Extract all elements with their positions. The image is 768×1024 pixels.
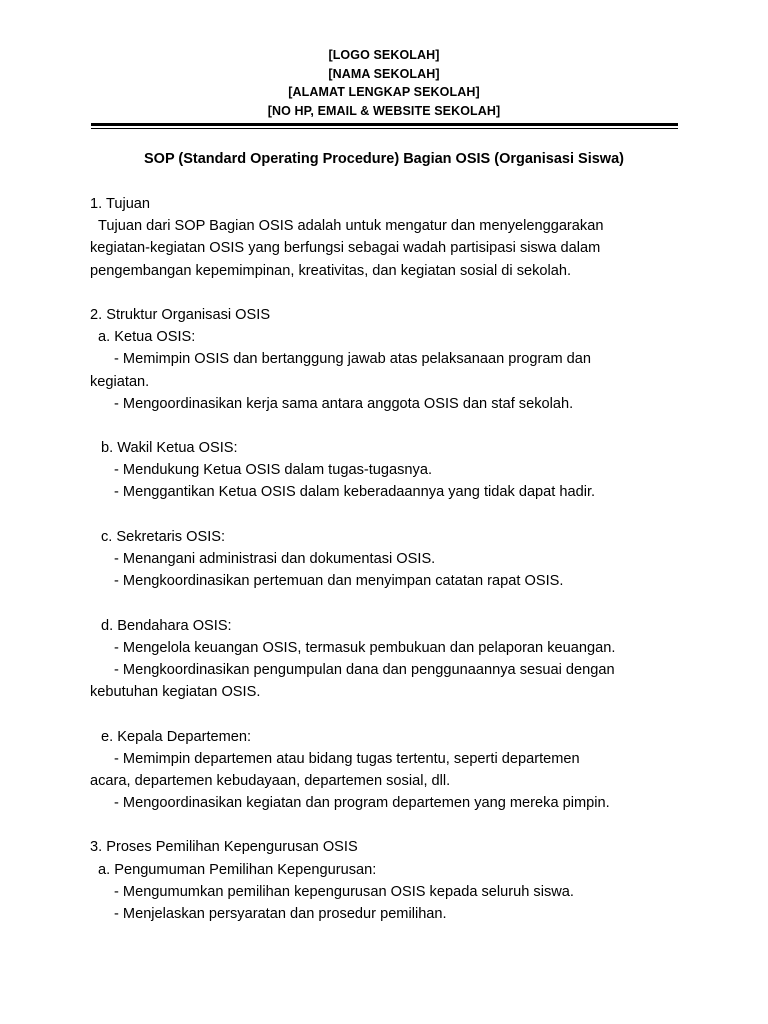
school-logo-placeholder: [LOGO SEKOLAH]: [328, 48, 440, 62]
subsection-title-kepala-departemen: e. Kepala Departemen:: [101, 728, 252, 745]
document-body: [90, 193, 690, 925]
subsection-title-wakil-ketua: b. Wakil Ketua OSIS:: [101, 440, 238, 457]
paragraph-line: pengembangan kepemimpinan, kreativitas, dan kegiatan sosial di sekolah.: [90, 262, 572, 279]
section-heading-tujuan: 1. Tujuan: [90, 196, 151, 212]
spacer: [90, 703, 690, 725]
bullet-item: - Menangani administrasi dan dokumentasi OSIS.: [114, 551, 436, 567]
spacer: [90, 415, 690, 437]
bullet-item: - Mengelola keuangan OSIS, termasuk pembukuan dan pelaporan keuangan.: [114, 639, 616, 656]
paragraph-line: Tujuan dari SOP Bagian OSIS adalah untuk mengatur dan menyelenggarakan: [98, 218, 604, 235]
subsection-title-bendahara: d. Bendahara OSIS:: [101, 617, 232, 634]
bullet-item: - Mengoordinasikan kerja sama antara anggota OSIS dan staf sekolah.: [114, 395, 574, 412]
section-heading-proses-pemilihan: 3. Proses Pemilihan Kepengurusan OSIS: [90, 839, 358, 856]
bullet-item: - Menjelaskan persyaratan dan prosedur pemilihan.: [114, 906, 447, 922]
spacer: [90, 504, 690, 526]
spacer: [90, 814, 690, 836]
bullet-item: - Mengoordinasikan kegiatan dan program departemen yang mereka pimpin.: [114, 795, 610, 812]
subsection-title-ketua: a. Ketua OSIS:: [98, 329, 196, 346]
bullet-item: - Mengumumkan pemilihan kepengurusan OSIS kepada seluruh siswa.: [114, 883, 574, 900]
letterhead-divider-thin: [91, 128, 678, 129]
bullet-continuation: kegiatan.: [90, 373, 150, 390]
paragraph-line: kegiatan-kegiatan OSIS yang berfungsi sebagai wadah partisipasi siswa dalam: [90, 240, 601, 257]
document-title: SOP (Standard Operating Procedure) Bagian OSIS (Organisasi Siswa): [144, 151, 624, 167]
bullet-item: - Memimpin departemen atau bidang tugas tertentu, seperti departemen: [114, 750, 580, 767]
spacer: [90, 282, 690, 304]
bullet-item: - Memimpin OSIS dan bertanggung jawab atas pelaksanaan program dan: [114, 351, 592, 368]
letterhead: [0, 46, 768, 120]
subsection-title-sekretaris: c. Sekretaris OSIS:: [101, 528, 226, 545]
school-name-placeholder: [NAMA SEKOLAH]: [328, 66, 440, 81]
bullet-item: - Menggantikan Ketua OSIS dalam keberadaannya yang tidak dapat hadir.: [114, 484, 596, 501]
subsection-title-pengumuman: a. Pengumuman Pemilihan Kepengurusan:: [98, 861, 377, 878]
bullet-continuation: acara, departemen kebudayaan, departemen sosial, dll.: [90, 772, 451, 789]
bullet-item: - Mengkoordinasikan pengumpulan dana dan penggunaannya sesuai dengan: [114, 661, 615, 678]
spacer: [90, 592, 690, 614]
bullet-item: - Mengkoordinasikan pertemuan dan menyimpan catatan rapat OSIS.: [114, 573, 564, 590]
bullet-continuation: kebutuhan kegiatan OSIS.: [90, 684, 261, 701]
letterhead-divider-thick: [91, 123, 678, 126]
section-heading-struktur: 2. Struktur Organisasi OSIS: [90, 306, 271, 323]
school-address-placeholder: [ALAMAT LENGKAP SEKOLAH]: [288, 85, 480, 99]
school-contact-placeholder: [NO HP, EMAIL & WEBSITE SEKOLAH]: [267, 103, 501, 118]
bullet-item: - Mendukung Ketua OSIS dalam tugas-tugasnya.: [114, 462, 433, 479]
